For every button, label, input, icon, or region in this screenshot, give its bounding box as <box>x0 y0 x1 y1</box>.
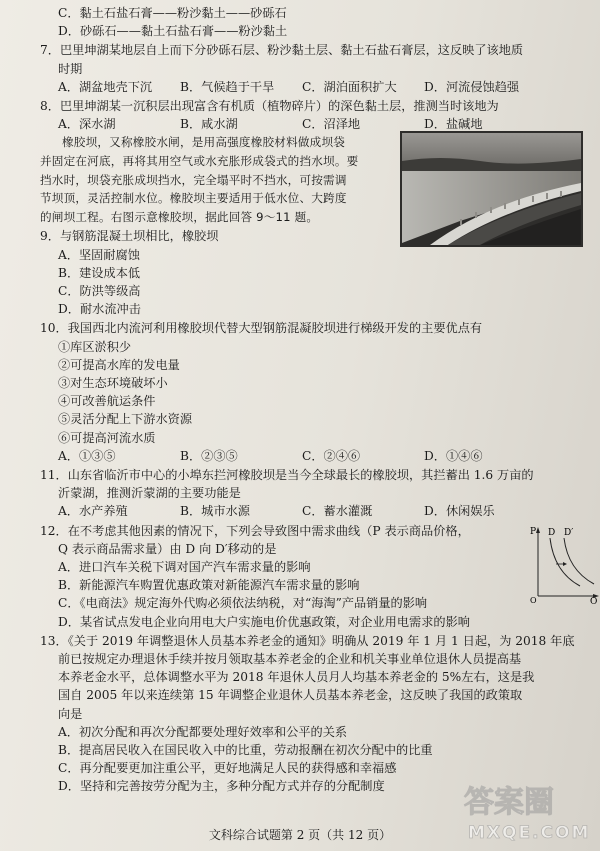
passage-line: 节坝顶，灵活控制水位。橡胶坝主要适用于低水位、大跨度 <box>40 191 347 206</box>
q12-option-c: C．《电商法》规定海外代购必须依法纳税，对“海淘”产品销量的影响 <box>58 596 428 611</box>
q13-option-c: C．再分配要更加注重公平，更好地满足人民的获得感和幸福感 <box>58 761 397 776</box>
origin-label: O <box>530 595 537 604</box>
q9-option-d: D．耐水流冲击 <box>58 302 141 317</box>
q12-stem: 12．在不考虑其他因素的情况下，下列会导致图中需求曲线（P 表示商品价格， <box>40 523 470 538</box>
q10-option-c: C．②④⑥ <box>302 448 361 463</box>
q7-option-b: B．气候趋于干旱 <box>180 79 275 94</box>
q10-options <box>40 447 588 465</box>
demand-curve-graph <box>528 524 600 604</box>
q12-stem-cont: Q 表示商品需求量）由 D 向 D′移动的是 <box>58 541 277 556</box>
q12-option-d: D．某省试点发电企业向用电大户实施电价优惠政策，对企业用电需求的影响 <box>58 614 470 629</box>
q11-options <box>40 502 588 520</box>
shift-arrow-head <box>563 562 567 566</box>
passage-line: 的闸坝工程。右图示意橡胶坝，据此回答 9～11 题。 <box>40 209 319 224</box>
q13-stem-cont: 国自 2005 年以来连续第 15 年调整企业退休人员基本养老金，这反映了我国的政策取 <box>58 688 523 703</box>
q7-option-c: C．湖泊面积扩大 <box>302 79 397 94</box>
q13-stem-cont: 前已按规定办理退休手续并按月领取基本养老金的企业和机关事业单位退休人员提高基 <box>58 652 522 667</box>
q13-stem-cont: 向是 <box>58 706 83 721</box>
q10-item-1: ①库区淤积少 <box>58 339 132 354</box>
price-axis-label: P <box>530 526 537 537</box>
q11-option-c: C．蓄水灌溉 <box>302 504 373 519</box>
curve-d-label: D <box>548 527 556 538</box>
q11-option-d: D．休闲娱乐 <box>424 504 495 519</box>
q7-options <box>40 78 588 96</box>
q10-stem: 10．我国西北内流河利用橡胶坝代替大型钢筋混凝胶坝进行梯级开发的主要优点有 <box>40 321 483 336</box>
q13-option-a: A．初次分配和再次分配都要处理好效率和公平的关系 <box>58 724 348 739</box>
q13-stem: 13．《关于 2019 年调整退休人员基本养老金的通知》明确从 2019 年 1 月 1 日起，为 2018 年底 <box>40 633 575 648</box>
q11-option-a: A．水产养殖 <box>58 504 128 519</box>
q10-item-5: ⑤灵活分配上下游水资源 <box>58 412 193 427</box>
q10-item-3: ③对生态环境破坏小 <box>58 376 168 391</box>
price-axis-arrow <box>536 527 540 533</box>
q10-option-a: A．①③⑤ <box>58 448 116 463</box>
rubber-dam-passage-block <box>40 133 588 226</box>
q13-stem-cont: 本养老金水平，总体调整水平为 2018 年退休人员月人均基本养老金的 5%左右，这是我 <box>58 670 535 685</box>
q12-block <box>40 522 598 631</box>
passage-line: 挡水时，坝袋充胀成坝挡水，完全塌平时不挡水，可按需调 <box>40 172 347 187</box>
q13-option-d: D．坚持和完善按劳分配为主，多种分配方式并存的分配制度 <box>58 779 385 794</box>
watermark-title: 答案圈 <box>464 785 554 820</box>
q12-option-b: B．新能源汽车购置优惠政策对新能源汽车需求量的影响 <box>58 578 360 593</box>
q9-stem: 9．与钢筋混凝土坝相比，橡胶坝 <box>40 229 219 244</box>
q8-option-b: B．咸水湖 <box>180 117 238 132</box>
rubber-dam-passage <box>40 133 392 226</box>
q8-stem: 8．巴里坤湖某一沉积层出现富含有机质（植物碎片）的深色黏土层，推测当时该地为 <box>40 99 499 114</box>
watermark-logo <box>458 778 592 844</box>
exam-content <box>40 4 598 796</box>
q10-item-6: ⑥可提高河流水质 <box>58 430 156 445</box>
quantity-axis-label: Q <box>590 596 598 604</box>
q7-stem-cont: 时期 <box>58 61 83 76</box>
q10-item-4: ④可改善航运条件 <box>58 394 156 409</box>
watermark-site: MXQE.COM <box>468 823 591 843</box>
q11-option-b: B．城市水源 <box>180 504 250 519</box>
rubber-dam-photo <box>400 131 583 247</box>
curve-d-prime-label: D′ <box>564 527 574 538</box>
q10-item-2: ②可提高水库的发电量 <box>58 357 180 372</box>
passage-line: 并固定在河底，再将其用空气或水充胀形成袋式的挡水坝。要 <box>40 154 359 169</box>
q7-stem: 7．巴里坤湖某地层自上而下分砂砾石层、粉沙黏土层、黏土石盐石膏层，这反映了该地质 <box>40 43 524 58</box>
q10-option-b: B．②③⑤ <box>180 448 238 463</box>
q7-option-a: A．湖盆地壳下沉 <box>58 79 153 94</box>
q9-option-a: A．坚固耐腐蚀 <box>58 247 140 262</box>
q12-option-a: A．进口汽车关税下调对国产汽车需求量的影响 <box>58 560 311 575</box>
q13-option-b: B．提高居民收入在国民收入中的比重，劳动报酬在初次分配中的比重 <box>58 743 433 758</box>
q11-stem-cont: 沂蒙湖，推测沂蒙湖的主要功能是 <box>58 486 241 501</box>
q7-option-d: D．河流侵蚀趋强 <box>424 79 520 94</box>
q8-option-a: A．深水湖 <box>58 117 116 132</box>
q9-option-c: C．防洪等级高 <box>58 284 141 298</box>
page-footer: 文科综合试题第 2 页（共 12 页） <box>208 828 392 842</box>
q8-option-c: C．沼泽地 <box>302 117 361 132</box>
q11-stem: 11．山东省临沂市中心的小埠东拦河橡胶坝是当今全球最长的橡胶坝，其拦蓄出 1.6 万亩的 <box>40 468 534 483</box>
demand-curve-d-prime <box>564 538 594 584</box>
passage-line: 橡胶坝，又称橡胶水闸，是用高强度橡胶材料做成坝袋 <box>62 135 346 150</box>
q6-option-d: D．砂砾石——黏土石盐石膏——粉沙黏土 <box>58 24 288 39</box>
q9-option-b: B．建设成本低 <box>58 265 141 280</box>
q8-option-d: D．盐碱地 <box>424 117 483 132</box>
q10-option-d: D．①④⑥ <box>424 448 483 463</box>
q6-option-c: C．黏土石盐石膏——粉沙黏土——砂砾石 <box>58 6 287 20</box>
